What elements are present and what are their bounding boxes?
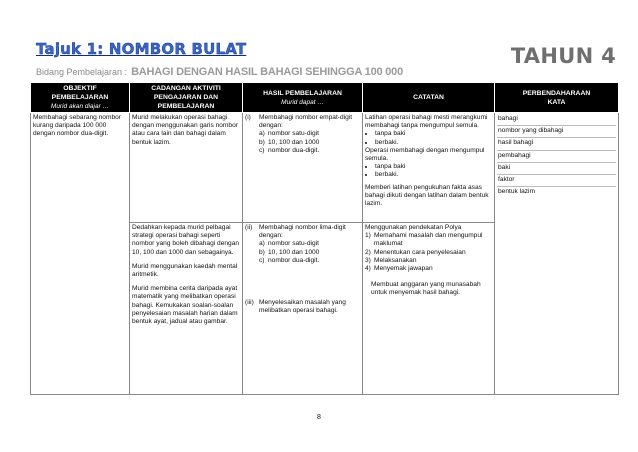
hasil-cell: (ii) Membahagi nombor lima-digit dengan: a) nombor satu-digit b) 10, 100 dan 1000 c) nombor dua-digit. (iii) Menyelesaikan masalah yang melibatkan operasi bahagi. (243, 223, 363, 395)
vocab-cell (495, 113, 619, 395)
page-number: 8 (317, 414, 321, 421)
aktiviti-cell: Dedahkan kepada murid pelbagai strategi operasi bahagi seperti nombor yang boleh dibahagi dengan 10, 100 dan 1000 dan sebagainya. Murid menggunakan kaedah mental aritmetik. Murid membina cerita daripada ayat matematik yang melibatkan operasi bahagi. Kemukakan soalan-soalan penyelesaian masalah harian dalam bentuk ayat, jadual atau gambar. (130, 223, 243, 395)
learning-area-value: BAHAGI DENGAN HASIL BAHAGI SEHINGGA 100 000 (131, 66, 404, 78)
vocab-item: hasil bahagi (497, 138, 616, 150)
learning-area-label: Bidang Pembelajaran : (36, 67, 128, 77)
aktiviti-cell: Murid melakukan operasi bahagi dengan menggunakan garis nombor atau cara lain dan bahagi dalam bentuk lazim. (130, 113, 243, 223)
vocab-item: nombor yang dibahagi (497, 126, 616, 138)
vocab-item: baki (497, 163, 616, 175)
vocab-item: bentuk lazim (497, 187, 616, 198)
year-title: TAHUN 4 (510, 44, 616, 68)
list-item: • berbaki. (375, 139, 492, 147)
hasil-cell: (i) Membahagi nombor empat-digit dengan: a) nombor satu-digit b) 10, 100 dan 1000 c) nombor dua-digit. (243, 113, 363, 223)
catatan-cell: Menggunakan pendekatan Polya 1) Memahami masalah dan mengumpul maklumat 2) Menentukan cara penyelesaian 3) Melaksanakan 4) Menyemak jawapan Membuat anggaran yang munasabah untuk menyemak hasil bahagi. (363, 223, 495, 395)
list-item: • tanpa baki (375, 163, 492, 171)
topic-title: Tajuk 1: NOMBOR BULAT (36, 40, 247, 58)
objektif-cell: Membahagi sebarang nombor kurang daripada 100 000 dengan nombor dua-digit. (31, 113, 130, 395)
header-objektif: OBJEKTIF PEMBELAJARAN Murid akan diajar … (31, 83, 130, 113)
vocab-item: faktor (497, 175, 616, 187)
header-hasil: HASIL PEMBELAJARAN Murid dapat … (243, 83, 363, 113)
header-perbendaharaan: PERBENDAHARAAN KATA (495, 83, 619, 113)
list-item: • tanpa baki (375, 130, 492, 138)
header-aktiviti: CADANGAN AKTIVITI PENGAJARAN DAN PEMBELAJARAN (130, 83, 243, 113)
catatan-cell: Latihan operasi bahagi mesti merangkumi membahagi tanpa mengumpul semula. • tanpa baki • berbaki. Operasi membahagi dengan mengumpul semula. • tanpa baki • berbaki. Memberi latihan pengukuhan fakta asas bahagi dikuti dengan latihan dalam bentuk lazim. (363, 113, 495, 223)
table-row (31, 113, 619, 223)
list-item: • berbaki. (375, 171, 492, 179)
vocab-item: bahagi (497, 114, 616, 126)
curriculum-table (30, 82, 619, 395)
vocab-item: pembahagi (497, 151, 616, 163)
table-header-row (31, 83, 619, 113)
learning-area (36, 66, 403, 78)
header-catatan: CATATAN (363, 83, 495, 113)
